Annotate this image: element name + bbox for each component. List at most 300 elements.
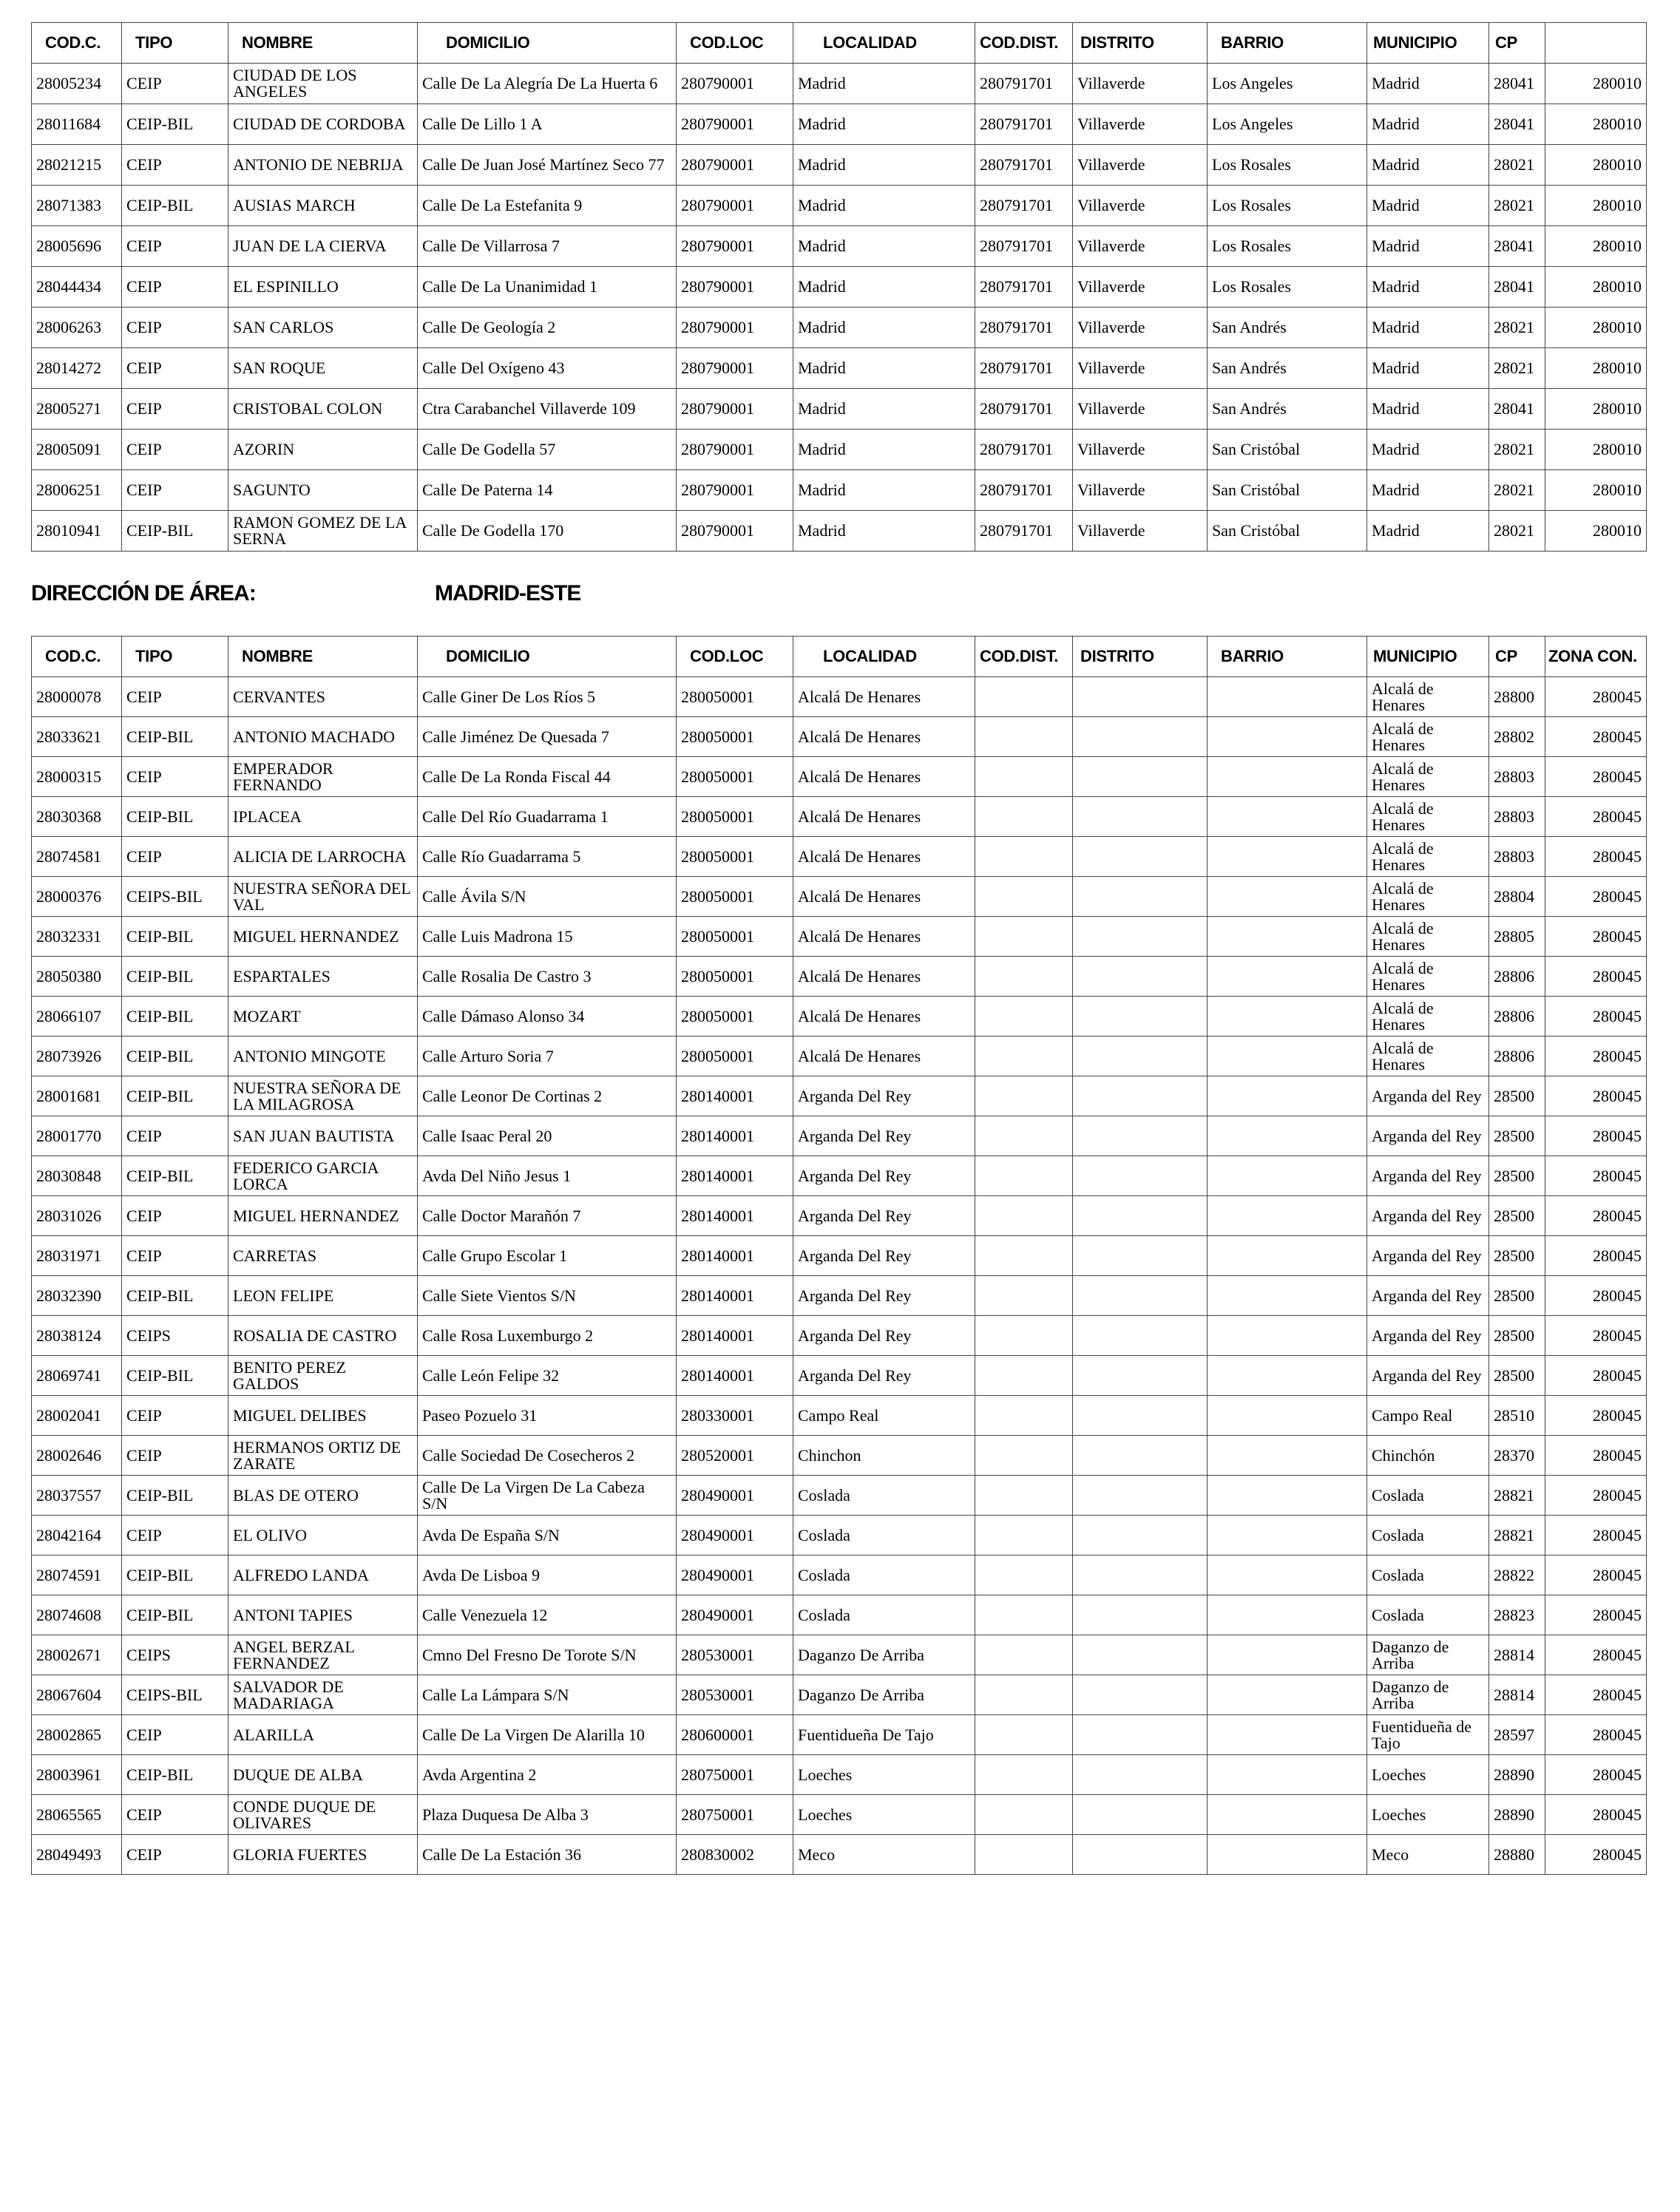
cod-dist-cell: 280791701 [975,186,1073,226]
tipo-cell: CEIP [122,757,228,797]
cod-loc-cell: 280050001 [677,1037,793,1076]
municipio-cell: Alcalá de Henares [1367,837,1489,877]
nombre-cell: CONDE DUQUE DE OLIVARES [228,1795,418,1835]
zona-cell: 280045 [1545,1476,1647,1516]
domicilio-cell: Avda Argentina 2 [418,1755,677,1795]
zona-cell: 280010 [1545,308,1647,348]
municipio-cell: Madrid [1367,186,1489,226]
cod-dist-cell [975,677,1073,717]
barrio-cell [1208,1156,1367,1196]
domicilio-cell: Ctra Carabanchel Villaverde 109 [418,389,677,430]
cp-cell: 28021 [1489,348,1545,389]
col-header-cod-dist: COD.DIST. [975,637,1073,677]
barrio-cell [1208,1635,1367,1675]
municipio-cell: Alcalá de Henares [1367,957,1489,997]
cp-cell: 28021 [1489,470,1545,511]
cod-c-cell: 28049493 [32,1835,122,1875]
localidad-cell: Madrid [793,104,975,145]
tipo-cell: CEIP [122,64,228,104]
barrio-cell [1208,1356,1367,1396]
municipio-cell: Campo Real [1367,1396,1489,1436]
cp-cell: 28500 [1489,1356,1545,1396]
table-row [32,1037,1647,1076]
cp-cell: 28500 [1489,1236,1545,1276]
cod-dist-cell [975,1835,1073,1875]
table-row [32,104,1647,145]
cod-dist-cell [975,1196,1073,1236]
tipo-cell: CEIP [122,1116,228,1156]
tipo-cell: CEIP [122,145,228,186]
barrio-cell: Los Rosales [1208,186,1367,226]
cod-loc-cell: 280140001 [677,1316,793,1356]
zona-cell: 280045 [1545,1156,1647,1196]
barrio-cell [1208,1196,1367,1236]
cod-dist-cell [975,1715,1073,1755]
cp-cell: 28802 [1489,717,1545,757]
cod-dist-cell: 280791701 [975,470,1073,511]
cod-dist-cell [975,1755,1073,1795]
domicilio-cell: Calle De Godella 170 [418,511,677,552]
barrio-cell [1208,877,1367,917]
barrio-cell: San Andrés [1208,308,1367,348]
cp-cell: 28822 [1489,1555,1545,1595]
distrito-cell [1073,757,1208,797]
nombre-cell: MOZART [228,997,418,1037]
cod-dist-cell [975,1076,1073,1116]
localidad-cell: Meco [793,1835,975,1875]
distrito-cell [1073,1436,1208,1476]
table-row [32,677,1647,717]
cod-c-cell: 28000078 [32,677,122,717]
zona-cell: 280045 [1545,957,1647,997]
zona-cell: 280045 [1545,1516,1647,1555]
cod-loc-cell: 280790001 [677,64,793,104]
barrio-cell: Los Angeles [1208,104,1367,145]
cp-cell: 28021 [1489,145,1545,186]
nombre-cell: SAN ROQUE [228,348,418,389]
cod-dist-cell: 280791701 [975,308,1073,348]
cp-cell: 28021 [1489,511,1545,552]
localidad-cell: Arganda Del Rey [793,1116,975,1156]
tipo-cell: CEIP-BIL [122,997,228,1037]
table-row [32,1675,1647,1715]
barrio-cell [1208,1476,1367,1516]
col-header-barrio: BARRIO [1208,637,1367,677]
col-header-cod-c: COD.C. [32,23,122,64]
table-row [32,917,1647,957]
nombre-cell: EL ESPINILLO [228,267,418,308]
tipo-cell: CEIP [122,430,228,470]
distrito-cell: Villaverde [1073,104,1208,145]
zona-cell: 280045 [1545,1755,1647,1795]
nombre-cell: ANTONIO MACHADO [228,717,418,757]
tipo-cell: CEIP-BIL [122,957,228,997]
table-row [32,797,1647,837]
cp-cell: 28821 [1489,1516,1545,1555]
tipo-cell: CEIP [122,267,228,308]
cod-loc-cell: 280050001 [677,997,793,1037]
municipio-cell: Arganda del Rey [1367,1196,1489,1236]
cod-loc-cell: 280790001 [677,389,793,430]
zona-cell: 280045 [1545,1635,1647,1675]
col-header-cod-dist: COD.DIST. [975,23,1073,64]
nombre-cell: SALVADOR DE MADARIAGA [228,1675,418,1715]
cod-dist-cell [975,1476,1073,1516]
distrito-cell: Villaverde [1073,348,1208,389]
municipio-cell: Madrid [1367,470,1489,511]
cp-cell: 28041 [1489,267,1545,308]
distrito-cell: Villaverde [1073,64,1208,104]
tipo-cell: CEIP [122,1835,228,1875]
cod-loc-cell: 280750001 [677,1795,793,1835]
cp-cell: 28510 [1489,1396,1545,1436]
domicilio-cell: Calle Doctor Marañón 7 [418,1196,677,1236]
col-header-cp: CP [1489,23,1545,64]
zona-cell: 280010 [1545,430,1647,470]
cod-loc-cell: 280750001 [677,1755,793,1795]
cod-loc-cell: 280790001 [677,430,793,470]
localidad-cell: Alcalá De Henares [793,677,975,717]
barrio-cell [1208,717,1367,757]
table-row [32,64,1647,104]
zona-cell: 280045 [1545,1316,1647,1356]
distrito-cell [1073,1396,1208,1436]
tipo-cell: CEIP-BIL [122,1076,228,1116]
cod-c-cell: 28037557 [32,1476,122,1516]
cod-loc-cell: 280050001 [677,877,793,917]
cp-cell: 28500 [1489,1276,1545,1316]
localidad-cell: Madrid [793,511,975,552]
zona-cell: 280045 [1545,717,1647,757]
cod-c-cell: 28050380 [32,957,122,997]
table-row [32,1795,1647,1835]
localidad-cell: Alcalá De Henares [793,717,975,757]
cod-loc-cell: 280790001 [677,308,793,348]
barrio-cell [1208,1555,1367,1595]
table-body [32,677,1647,1875]
cod-loc-cell: 280790001 [677,145,793,186]
table-row [32,348,1647,389]
localidad-cell: Arganda Del Rey [793,1236,975,1276]
distrito-cell: Villaverde [1073,430,1208,470]
cp-cell: 28806 [1489,1037,1545,1076]
table-header-row [32,23,1647,64]
cod-loc-cell: 280520001 [677,1436,793,1476]
nombre-cell: NUESTRA SEÑORA DEL VAL [228,877,418,917]
domicilio-cell: Calle Siete Vientos S/N [418,1276,677,1316]
tipo-cell: CEIP [122,1715,228,1755]
nombre-cell: CRISTOBAL COLON [228,389,418,430]
cod-dist-cell: 280791701 [975,226,1073,267]
localidad-cell: Madrid [793,186,975,226]
zona-cell: 280010 [1545,145,1647,186]
barrio-cell [1208,1675,1367,1715]
tipo-cell: CEIPS-BIL [122,877,228,917]
col-header-cod-c: COD.C. [32,637,122,677]
municipio-cell: Madrid [1367,430,1489,470]
table-row [32,1316,1647,1356]
localidad-cell: Loeches [793,1795,975,1835]
cp-cell: 28041 [1489,389,1545,430]
cod-dist-cell [975,1595,1073,1635]
col-header-cod-loc: COD.LOC [677,23,793,64]
domicilio-cell: Calle Rosa Luxemburgo 2 [418,1316,677,1356]
distrito-cell [1073,957,1208,997]
zona-cell: 280045 [1545,1715,1647,1755]
nombre-cell: CARRETAS [228,1236,418,1276]
cod-c-cell: 28067604 [32,1675,122,1715]
barrio-cell: San Cristóbal [1208,511,1367,552]
nombre-cell: ALARILLA [228,1715,418,1755]
cod-dist-cell: 280791701 [975,267,1073,308]
distrito-cell [1073,1316,1208,1356]
col-header-nombre: NOMBRE [228,637,418,677]
cod-c-cell: 28074608 [32,1595,122,1635]
zona-cell: 280045 [1545,1595,1647,1635]
cod-c-cell: 28002865 [32,1715,122,1755]
distrito-cell: Villaverde [1073,145,1208,186]
schools-table-madrid-este [31,636,1647,1875]
domicilio-cell: Calle Ávila S/N [418,877,677,917]
cod-loc-cell: 280790001 [677,348,793,389]
tipo-cell: CEIP [122,1236,228,1276]
zona-cell: 280045 [1545,1236,1647,1276]
nombre-cell: ESPARTALES [228,957,418,997]
localidad-cell: Alcalá De Henares [793,877,975,917]
tipo-cell: CEIP-BIL [122,1156,228,1196]
localidad-cell: Daganzo De Arriba [793,1635,975,1675]
localidad-cell: Alcalá De Henares [793,797,975,837]
zona-cell: 280045 [1545,1396,1647,1436]
nombre-cell: EMPERADOR FERNANDO [228,757,418,797]
table-row [32,186,1647,226]
cod-loc-cell: 280050001 [677,957,793,997]
area-heading [31,581,581,606]
domicilio-cell: Calle De La Virgen De Alarilla 10 [418,1715,677,1755]
tipo-cell: CEIP-BIL [122,186,228,226]
municipio-cell: Arganda del Rey [1367,1116,1489,1156]
tipo-cell: CEIP-BIL [122,1555,228,1595]
col-header-distrito: DISTRITO [1073,637,1208,677]
nombre-cell: MIGUEL HERNANDEZ [228,1196,418,1236]
domicilio-cell: Calle De La Alegría De La Huerta 6 [418,64,677,104]
zona-cell: 280045 [1545,997,1647,1037]
barrio-cell: San Cristóbal [1208,430,1367,470]
cod-loc-cell: 280530001 [677,1675,793,1715]
cod-dist-cell [975,1316,1073,1356]
domicilio-cell: Paseo Pozuelo 31 [418,1396,677,1436]
cod-loc-cell: 280790001 [677,226,793,267]
distrito-cell [1073,1675,1208,1715]
cod-loc-cell: 280050001 [677,717,793,757]
localidad-cell: Arganda Del Rey [793,1276,975,1316]
nombre-cell: MIGUEL DELIBES [228,1396,418,1436]
cod-loc-cell: 280050001 [677,677,793,717]
domicilio-cell: Calle Grupo Escolar 1 [418,1236,677,1276]
col-header-localidad: LOCALIDAD [793,637,975,677]
municipio-cell: Arganda del Rey [1367,1316,1489,1356]
table-row [32,1356,1647,1396]
barrio-cell [1208,1835,1367,1875]
cod-loc-cell: 280830002 [677,1835,793,1875]
table-row [32,1236,1647,1276]
zona-cell: 280045 [1545,1436,1647,1476]
cp-cell: 28814 [1489,1635,1545,1675]
municipio-cell: Alcalá de Henares [1367,677,1489,717]
nombre-cell: RAMON GOMEZ DE LA SERNA [228,511,418,552]
cod-dist-cell [975,1276,1073,1316]
distrito-cell [1073,1116,1208,1156]
nombre-cell: CIUDAD DE CORDOBA [228,104,418,145]
tipo-cell: CEIP-BIL [122,1476,228,1516]
table-row [32,717,1647,757]
table-row [32,837,1647,877]
table-row [32,1196,1647,1236]
municipio-cell: Alcalá de Henares [1367,1037,1489,1076]
cod-c-cell: 28065565 [32,1795,122,1835]
zona-cell: 280045 [1545,1835,1647,1875]
schools-table-villaverde [31,22,1647,552]
barrio-cell [1208,957,1367,997]
nombre-cell: AUSIAS MARCH [228,186,418,226]
municipio-cell: Daganzo de Arriba [1367,1675,1489,1715]
cod-loc-cell: 280140001 [677,1276,793,1316]
cp-cell: 28021 [1489,308,1545,348]
cod-dist-cell [975,1436,1073,1476]
table-row [32,1715,1647,1755]
zona-cell: 280045 [1545,797,1647,837]
domicilio-cell: Calle Del Oxígeno 43 [418,348,677,389]
localidad-cell: Coslada [793,1555,975,1595]
distrito-cell [1073,1037,1208,1076]
zona-cell: 280045 [1545,1795,1647,1835]
cod-loc-cell: 280600001 [677,1715,793,1755]
distrito-cell [1073,837,1208,877]
cp-cell: 28500 [1489,1076,1545,1116]
nombre-cell: ROSALIA DE CASTRO [228,1316,418,1356]
distrito-cell [1073,1236,1208,1276]
distrito-cell: Villaverde [1073,186,1208,226]
col-header-localidad: LOCALIDAD [793,23,975,64]
cod-dist-cell [975,957,1073,997]
localidad-cell: Alcalá De Henares [793,837,975,877]
nombre-cell: GLORIA FUERTES [228,1835,418,1875]
barrio-cell [1208,1236,1367,1276]
nombre-cell: ANTONIO MINGOTE [228,1037,418,1076]
cod-dist-cell [975,1675,1073,1715]
localidad-cell: Arganda Del Rey [793,1316,975,1356]
col-header-municipio: MUNICIPIO [1367,637,1489,677]
nombre-cell: HERMANOS ORTIZ DE ZARATE [228,1436,418,1476]
municipio-cell: Alcalá de Henares [1367,717,1489,757]
cod-dist-cell [975,1396,1073,1436]
cod-loc-cell: 280490001 [677,1476,793,1516]
col-header-tipo: TIPO [122,23,228,64]
municipio-cell: Alcalá de Henares [1367,997,1489,1037]
barrio-cell: San Cristóbal [1208,470,1367,511]
cod-dist-cell [975,1116,1073,1156]
cod-dist-cell: 280791701 [975,104,1073,145]
zona-cell: 280045 [1545,837,1647,877]
municipio-cell: Alcalá de Henares [1367,757,1489,797]
barrio-cell: Los Angeles [1208,64,1367,104]
municipio-cell: Coslada [1367,1595,1489,1635]
distrito-cell: Villaverde [1073,511,1208,552]
localidad-cell: Madrid [793,267,975,308]
zona-cell: 280010 [1545,511,1647,552]
distrito-cell [1073,677,1208,717]
zona-cell: 280045 [1545,877,1647,917]
nombre-cell: SAN CARLOS [228,308,418,348]
cod-dist-cell [975,717,1073,757]
zona-cell: 280010 [1545,389,1647,430]
municipio-cell: Coslada [1367,1476,1489,1516]
table-row [32,267,1647,308]
cod-c-cell: 28031971 [32,1236,122,1276]
cod-loc-cell: 280490001 [677,1595,793,1635]
municipio-cell: Madrid [1367,511,1489,552]
cod-c-cell: 28001681 [32,1076,122,1116]
zona-cell: 280045 [1545,677,1647,717]
tipo-cell: CEIP-BIL [122,1595,228,1635]
area-label: DIRECCIÓN DE ÁREA: [31,581,256,605]
cp-cell: 28041 [1489,104,1545,145]
distrito-cell [1073,1476,1208,1516]
cod-loc-cell: 280790001 [677,511,793,552]
cod-c-cell: 28044434 [32,267,122,308]
distrito-cell [1073,1755,1208,1795]
cod-loc-cell: 280140001 [677,1076,793,1116]
nombre-cell: ANTONI TAPIES [228,1595,418,1635]
cod-loc-cell: 280050001 [677,837,793,877]
domicilio-cell: Calle De La Ronda Fiscal 44 [418,757,677,797]
distrito-cell [1073,1356,1208,1396]
cod-c-cell: 28069741 [32,1356,122,1396]
cod-dist-cell [975,757,1073,797]
zona-cell: 280045 [1545,917,1647,957]
cod-c-cell: 28033621 [32,717,122,757]
domicilio-cell: Calle De Paterna 14 [418,470,677,511]
cp-cell: 28821 [1489,1476,1545,1516]
cod-c-cell: 28031026 [32,1196,122,1236]
localidad-cell: Alcalá De Henares [793,917,975,957]
zona-cell: 280010 [1545,64,1647,104]
domicilio-cell: Cmno Del Fresno De Torote S/N [418,1635,677,1675]
zona-cell: 280010 [1545,470,1647,511]
cod-c-cell: 28000376 [32,877,122,917]
localidad-cell: Madrid [793,145,975,186]
nombre-cell: IPLACEA [228,797,418,837]
distrito-cell [1073,877,1208,917]
nombre-cell: BENITO PEREZ GALDOS [228,1356,418,1396]
zona-cell: 280045 [1545,1356,1647,1396]
nombre-cell: AZORIN [228,430,418,470]
domicilio-cell: Calle De Villarrosa 7 [418,226,677,267]
cod-loc-cell: 280050001 [677,757,793,797]
cp-cell: 28500 [1489,1316,1545,1356]
cod-dist-cell [975,1236,1073,1276]
distrito-cell: Villaverde [1073,226,1208,267]
tipo-cell: CEIP [122,226,228,267]
domicilio-cell: Calle De Geología 2 [418,308,677,348]
cod-c-cell: 28030848 [32,1156,122,1196]
localidad-cell: Madrid [793,470,975,511]
barrio-cell: Los Rosales [1208,145,1367,186]
table-row [32,511,1647,552]
nombre-cell: FEDERICO GARCIA LORCA [228,1156,418,1196]
cod-c-cell: 28006251 [32,470,122,511]
barrio-cell [1208,1436,1367,1476]
